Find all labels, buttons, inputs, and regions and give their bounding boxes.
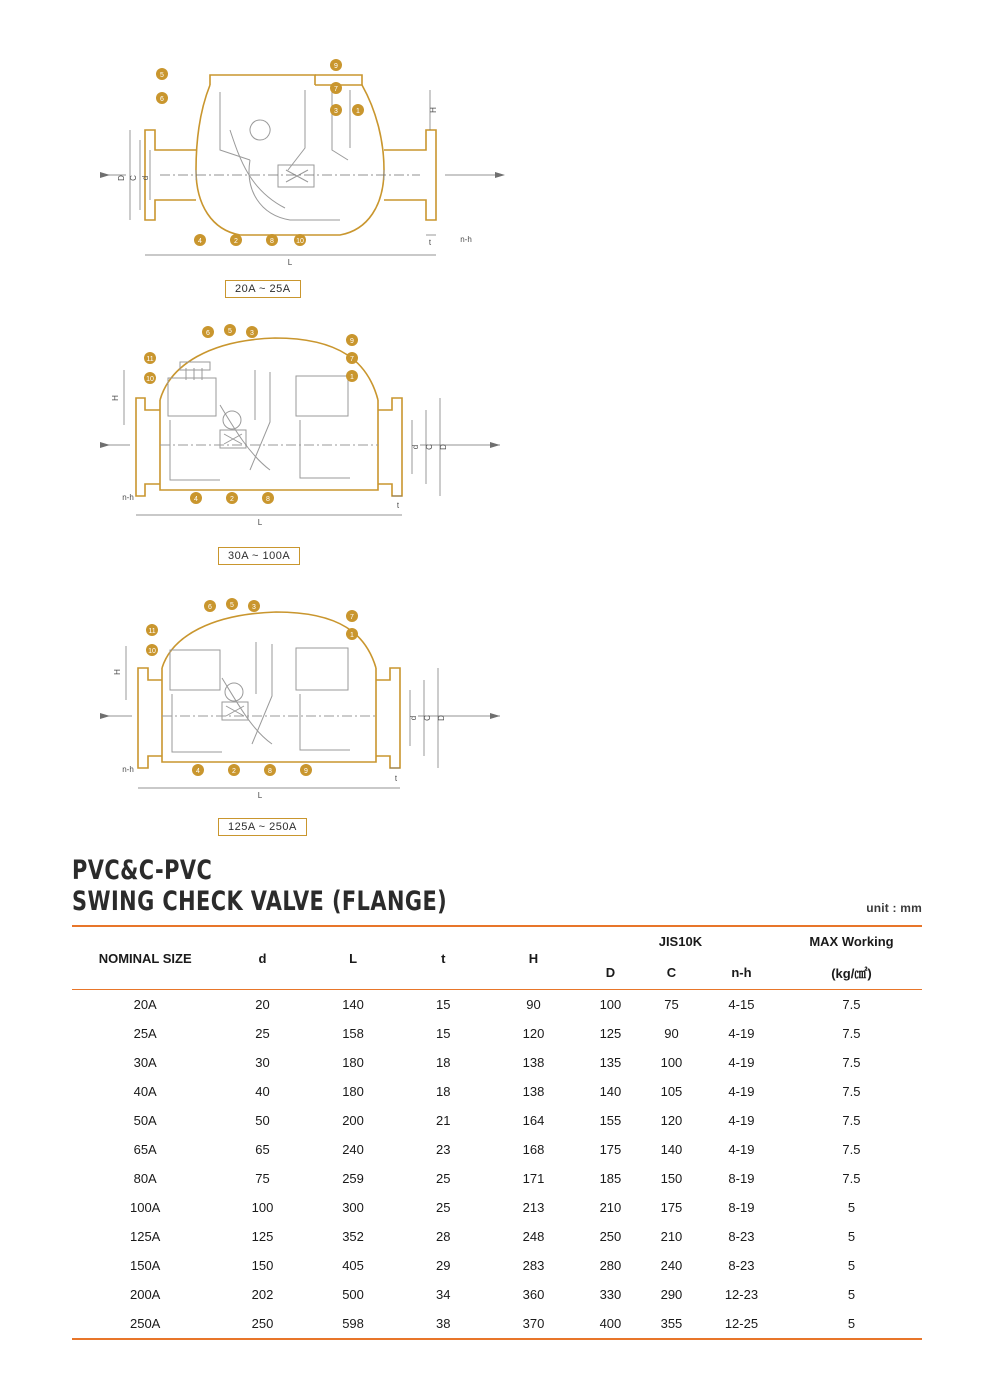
svg-text:3: 3: [334, 108, 338, 115]
cell-size: 250A: [129, 1316, 161, 1331]
cell-n-h: 4-15: [728, 997, 755, 1012]
header-L: L: [349, 950, 358, 966]
cell-L: 200: [342, 1113, 364, 1128]
cell-L: 180: [342, 1055, 364, 1070]
svg-text:t: t: [394, 774, 398, 783]
cell-L: 300: [342, 1200, 364, 1215]
svg-text:7: 7: [350, 356, 354, 363]
cell-size: 40A: [133, 1084, 157, 1099]
svg-text:1: 1: [356, 108, 360, 115]
cell-n-h: 4-19: [728, 1142, 755, 1157]
svg-text:5: 5: [230, 602, 234, 609]
cell-C: 120: [660, 1113, 683, 1128]
header-D: D: [605, 965, 616, 980]
cell-t: 25: [436, 1171, 451, 1186]
spec-table: [72, 925, 922, 1340]
svg-text:5: 5: [228, 328, 232, 335]
cell-C: 100: [660, 1055, 683, 1070]
cell-max: 7.5: [842, 1055, 861, 1070]
svg-text:9: 9: [334, 63, 338, 70]
svg-text:d: d: [409, 715, 418, 721]
cell-d: 25: [255, 1026, 270, 1041]
valve-drawing-1: [100, 30, 520, 280]
svg-text:9: 9: [304, 768, 308, 775]
unit-note: unit : mm: [866, 900, 922, 915]
header-max-working: MAX Working: [809, 934, 894, 949]
header-nominal-size: NOMINAL SIZE: [98, 950, 192, 966]
cell-C: 150: [660, 1171, 683, 1186]
cell-n-h: 8-19: [728, 1171, 755, 1186]
svg-text:C: C: [129, 175, 139, 181]
svg-text:L: L: [257, 518, 263, 527]
svg-text:H: H: [429, 107, 438, 113]
svg-text:n-h: n-h: [460, 235, 472, 244]
cell-H: 370: [522, 1316, 545, 1331]
svg-text:n-h: n-h: [122, 765, 134, 774]
svg-text:4: 4: [196, 768, 200, 775]
cell-max: 5: [847, 1316, 856, 1331]
cell-size: 20A: [133, 997, 157, 1012]
cell-d: 100: [251, 1200, 274, 1215]
cell-D: 210: [599, 1200, 622, 1215]
cell-max: 7.5: [842, 1171, 861, 1186]
figure-caption-2: 30A ~ 100A: [218, 547, 300, 565]
svg-text:4: 4: [198, 238, 202, 245]
svg-text:n-h: n-h: [122, 493, 134, 502]
svg-text:3: 3: [252, 604, 256, 611]
cell-n-h: 8-23: [728, 1229, 755, 1244]
cell-D: 175: [599, 1142, 622, 1157]
cell-L: 158: [342, 1026, 364, 1041]
cell-d: 40: [255, 1084, 270, 1099]
cell-H: 168: [522, 1142, 545, 1157]
cell-D: 125: [599, 1026, 622, 1041]
table-row: [72, 1193, 922, 1222]
cell-size: 25A: [133, 1026, 157, 1041]
cell-t: 21: [436, 1113, 451, 1128]
cell-D: 400: [599, 1316, 622, 1331]
cell-H: 138: [522, 1055, 545, 1070]
cell-D: 280: [599, 1258, 622, 1273]
cell-H: 164: [522, 1113, 545, 1128]
cell-max: 5: [847, 1229, 856, 1244]
svg-text:H: H: [113, 669, 122, 675]
cell-max: 5: [847, 1258, 856, 1273]
svg-text:5: 5: [160, 72, 164, 79]
cell-max: 5: [847, 1200, 856, 1215]
header-n-h: n-h: [731, 965, 752, 980]
header-C: C: [666, 965, 677, 980]
svg-text:6: 6: [206, 330, 210, 337]
svg-text:1: 1: [350, 632, 354, 639]
cell-size: 30A: [133, 1055, 157, 1070]
cell-H: 138: [522, 1084, 545, 1099]
svg-text:D: D: [439, 444, 448, 450]
cell-C: 175: [660, 1200, 683, 1215]
cell-H: 171: [522, 1171, 545, 1186]
cell-max: 7.5: [842, 1142, 861, 1157]
cell-H: 120: [522, 1026, 545, 1041]
valve-drawing-3: [100, 590, 520, 820]
cell-size: 125A: [129, 1229, 161, 1244]
cell-D: 100: [599, 997, 622, 1012]
svg-text:L: L: [287, 258, 293, 267]
cell-H: 360: [522, 1287, 545, 1302]
svg-text:C: C: [425, 444, 434, 450]
cell-L: 259: [342, 1171, 364, 1186]
table-row: [72, 1222, 922, 1251]
valve-drawing-2: [100, 310, 520, 550]
cell-C: 355: [660, 1316, 683, 1331]
cell-t: 34: [436, 1287, 451, 1302]
cell-d: 20: [255, 997, 270, 1012]
cell-max: 7.5: [842, 1026, 861, 1041]
cell-L: 352: [342, 1229, 364, 1244]
cell-D: 140: [599, 1084, 622, 1099]
svg-text:8: 8: [270, 238, 274, 245]
header-t: t: [441, 950, 446, 966]
table-row: [72, 1164, 922, 1193]
cell-t: 18: [436, 1084, 451, 1099]
cell-size: 200A: [129, 1287, 161, 1302]
cell-D: 135: [599, 1055, 622, 1070]
cell-d: 30: [255, 1055, 270, 1070]
svg-text:2: 2: [230, 496, 234, 503]
svg-text:d: d: [411, 444, 420, 450]
cell-C: 290: [660, 1287, 683, 1302]
header-d: d: [258, 950, 267, 966]
svg-text:11: 11: [146, 356, 154, 363]
figure-125a-250a: [100, 590, 520, 833]
cell-max: 7.5: [842, 1084, 861, 1099]
svg-text:6: 6: [160, 96, 164, 103]
cell-size: 80A: [133, 1171, 157, 1186]
cell-t: 15: [436, 1026, 451, 1041]
table-row: [72, 1135, 922, 1164]
cell-n-h: 8-19: [728, 1200, 755, 1215]
cell-D: 185: [599, 1171, 622, 1186]
cell-C: 240: [660, 1258, 683, 1273]
cell-d: 125: [251, 1229, 274, 1244]
cell-L: 180: [342, 1084, 364, 1099]
svg-text:10: 10: [148, 648, 156, 655]
cell-t: 29: [436, 1258, 451, 1273]
cell-n-h: 12-25: [724, 1316, 759, 1331]
cell-C: 75: [664, 997, 679, 1012]
table-row: [72, 1106, 922, 1135]
cell-H: 213: [522, 1200, 545, 1215]
svg-text:11: 11: [148, 628, 156, 635]
svg-text:2: 2: [232, 768, 236, 775]
cell-n-h: 4-19: [728, 1113, 755, 1128]
cell-D: 155: [599, 1113, 622, 1128]
svg-text:2: 2: [234, 238, 238, 245]
cell-d: 150: [251, 1258, 274, 1273]
svg-text:t: t: [396, 501, 400, 510]
cell-t: 38: [436, 1316, 451, 1331]
table-row: [72, 1077, 922, 1106]
figure-caption-3: 125A ~ 250A: [218, 818, 307, 836]
product-title-line-1: PVC&C-PVC: [72, 855, 213, 886]
cell-L: 140: [342, 997, 364, 1012]
product-title-line-2: SWING CHECK VALVE (FLANGE): [72, 886, 448, 918]
cell-D: 330: [599, 1287, 622, 1302]
figure-30a-100a: [100, 310, 520, 562]
table-row: [72, 1309, 922, 1339]
cell-max: 5: [847, 1287, 856, 1302]
table-row: [72, 1048, 922, 1077]
header-jis10k-group: JIS10K: [658, 934, 703, 949]
cell-d: 65: [255, 1142, 270, 1157]
cell-C: 90: [664, 1026, 679, 1041]
cell-H: 90: [526, 997, 541, 1012]
cell-L: 240: [342, 1142, 364, 1157]
svg-text:7: 7: [350, 614, 354, 621]
cell-D: 250: [599, 1229, 622, 1244]
table-row: [72, 1280, 922, 1309]
header-max-working-unit: (kg/㎠): [831, 966, 872, 981]
cell-size: 150A: [129, 1258, 161, 1273]
figure-20a-25a: [100, 30, 520, 295]
svg-text:C: C: [423, 715, 432, 721]
cell-n-h: 4-19: [728, 1084, 755, 1099]
cell-t: 23: [436, 1142, 451, 1157]
cell-n-h: 4-19: [728, 1055, 755, 1070]
svg-text:8: 8: [268, 768, 272, 775]
cell-max: 7.5: [842, 997, 861, 1012]
cell-H: 283: [522, 1258, 545, 1273]
cell-n-h: 12-23: [724, 1287, 759, 1302]
svg-text:9: 9: [350, 338, 354, 345]
svg-text:L: L: [257, 791, 263, 800]
cell-L: 405: [342, 1258, 364, 1273]
cell-C: 210: [660, 1229, 683, 1244]
svg-text:1: 1: [350, 374, 354, 381]
svg-text:8: 8: [266, 496, 270, 503]
cell-t: 15: [436, 997, 451, 1012]
table-row: [72, 990, 922, 1020]
cell-n-h: 8-23: [728, 1258, 755, 1273]
cell-d: 75: [255, 1171, 270, 1186]
cell-C: 140: [660, 1142, 683, 1157]
cell-t: 18: [436, 1055, 451, 1070]
cell-max: 7.5: [842, 1113, 861, 1128]
table-row: [72, 1251, 922, 1280]
cell-t: 25: [436, 1200, 451, 1215]
cell-n-h: 4-19: [728, 1026, 755, 1041]
svg-text:d: d: [141, 175, 151, 181]
cell-size: 65A: [133, 1142, 157, 1157]
svg-text:4: 4: [194, 496, 198, 503]
spec-table-wrapper: [72, 925, 922, 1340]
cell-t: 28: [436, 1229, 451, 1244]
svg-text:3: 3: [250, 330, 254, 337]
figure-caption-1: 20A ~ 25A: [225, 280, 301, 298]
title-block: [72, 855, 922, 918]
cell-d: 50: [255, 1113, 270, 1128]
svg-text:D: D: [437, 715, 446, 721]
table-row: [72, 1019, 922, 1048]
cell-L: 500: [342, 1287, 364, 1302]
svg-text:D: D: [117, 175, 127, 181]
cell-size: 50A: [133, 1113, 157, 1128]
svg-text:6: 6: [208, 604, 212, 611]
cell-d: 250: [251, 1316, 274, 1331]
svg-text:t: t: [428, 238, 432, 247]
cell-size: 100A: [129, 1200, 161, 1215]
svg-text:H: H: [111, 395, 120, 401]
header-H: H: [528, 950, 539, 966]
svg-text:7: 7: [334, 86, 338, 93]
cell-H: 248: [522, 1229, 545, 1244]
svg-text:10: 10: [146, 376, 154, 383]
cell-d: 202: [251, 1287, 274, 1302]
cell-L: 598: [342, 1316, 364, 1331]
spec-table-body: [72, 990, 922, 1340]
svg-text:10: 10: [296, 238, 304, 245]
cell-C: 105: [660, 1084, 683, 1099]
